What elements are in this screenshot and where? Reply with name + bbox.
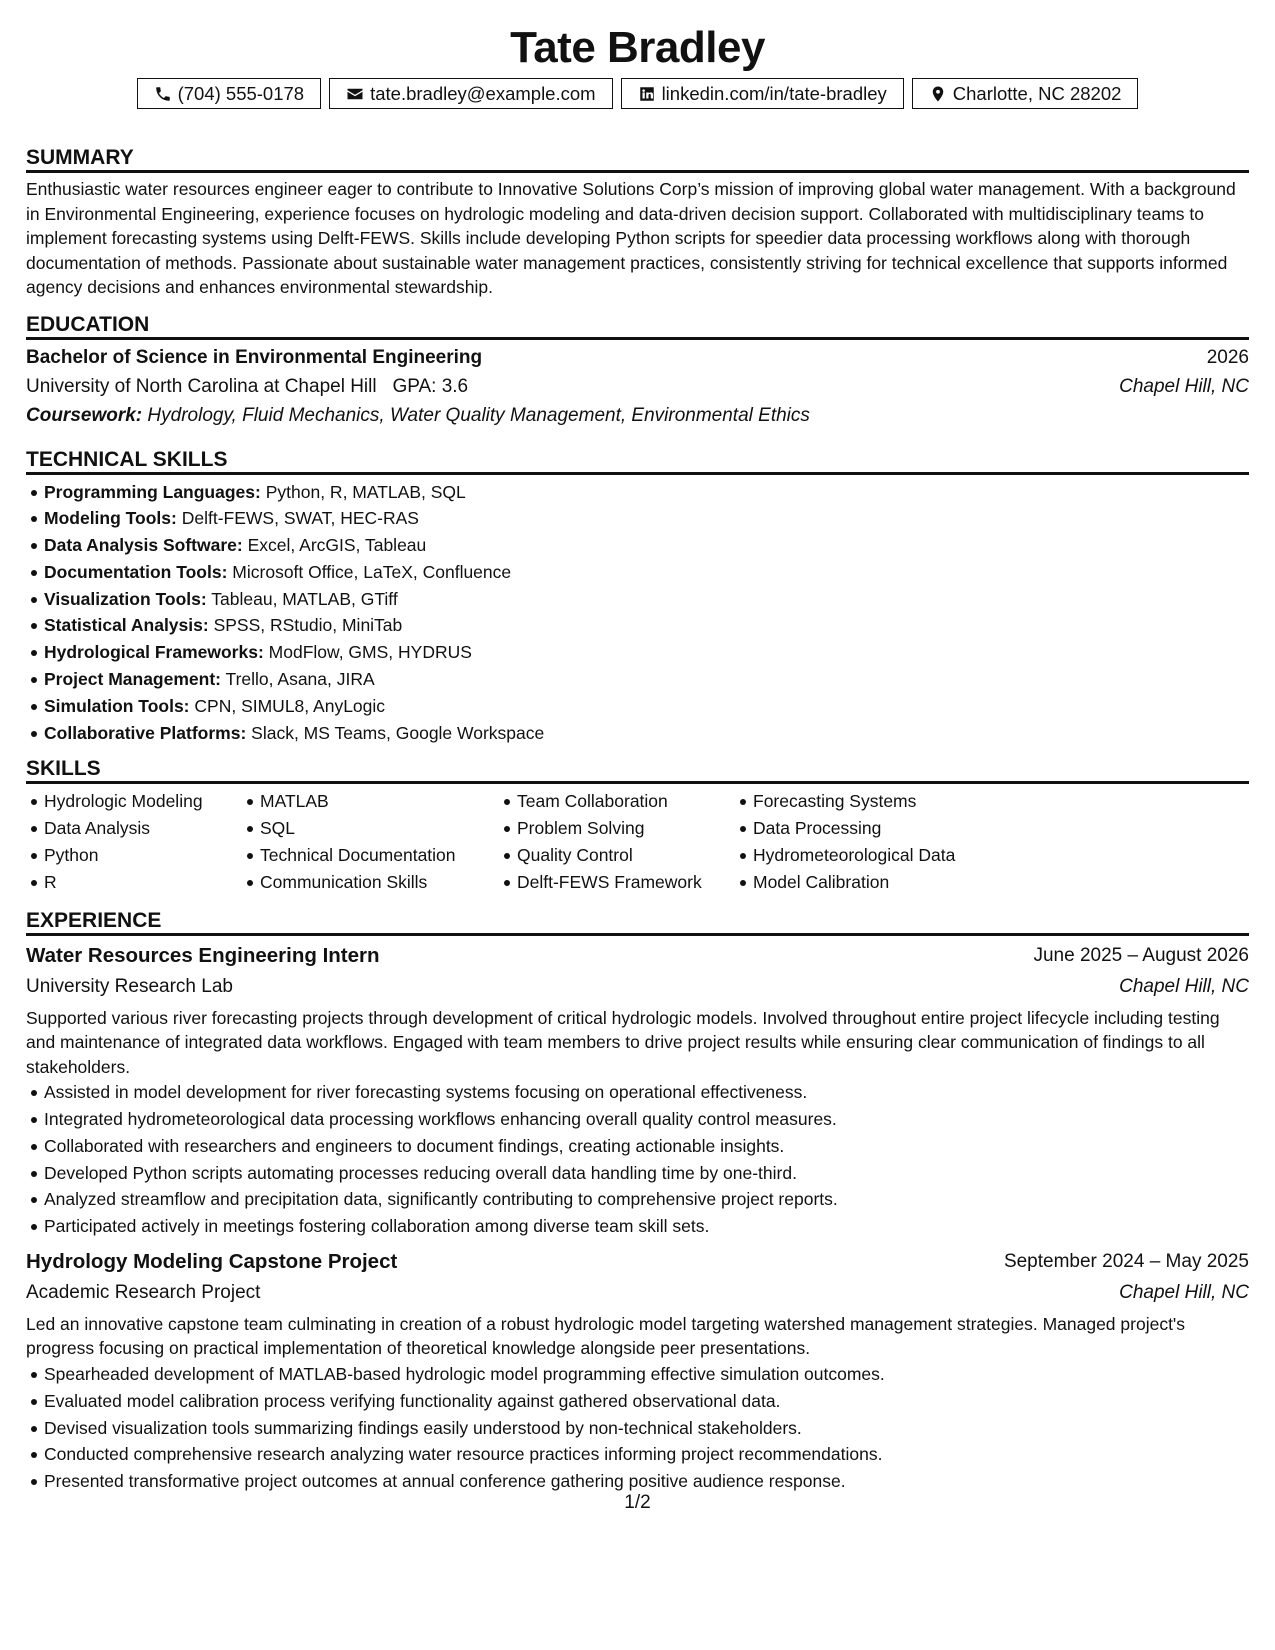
list-item: Simulation Tools: CPN, SIMUL8, AnyLogic	[26, 693, 1249, 720]
list-item: Technical Documentation	[242, 842, 499, 869]
skills-column	[735, 788, 1035, 895]
experience-section	[26, 906, 1249, 1495]
education-degree-row	[26, 344, 1249, 373]
job-entry	[26, 940, 1249, 1240]
list-item: Programming Languages: Python, R, MATLAB, SQL	[26, 479, 1249, 506]
job-organization: Academic Research Project	[26, 1281, 261, 1303]
list-item: Spearheaded development of MATLAB-based hydrologic model programming effective simulation outcomes.	[26, 1361, 1249, 1388]
contact-bar	[26, 78, 1249, 109]
summary-text: Enthusiastic water resources engineer eager to contribute to Innovative Solutions Corp’s mission of improving global water management. With a background in Environmental Engineering, experience focuses on hydrologic modeling and data-driven decision support. Collaborated with multidisciplinary teams to implement forecasting systems using Delft-FEWS. Skills include developing Python scripts for speedier data processing workflows along with thorough documentation of methods. Passionate about sustainable water management practices, consistently striving for technical excellence that supports informed agency decisions and enhances environmental stewardship.	[26, 179, 1236, 297]
job-dates: September 2024 – May 2025	[1003, 1250, 1249, 1272]
skills-column	[26, 788, 242, 895]
list-item: Communication Skills	[242, 869, 499, 896]
job-location: Chapel Hill, NC	[1119, 1281, 1249, 1303]
list-item: Conducted comprehensive research analyzing water resource practices informing project recommendations.	[26, 1441, 1249, 1468]
list-item: Model Calibration	[735, 869, 1035, 896]
email-text: tate.bradley@example.com	[370, 82, 596, 104]
list-item: Assisted in model development for river forecasting systems focusing on operational effectiveness.	[26, 1079, 1249, 1106]
section-title-experience: EXPERIENCE	[26, 906, 1249, 936]
list-item: Hydrological Frameworks: ModFlow, GMS, HYDRUS	[26, 639, 1249, 666]
technical-skills-list	[26, 479, 1249, 747]
list-item: Python	[26, 842, 242, 869]
school-name: University of North Carolina at Chapel Hill	[26, 376, 377, 397]
list-item: Devised visualization tools summarizing findings easily understood by non-technical stakeholders.	[26, 1415, 1249, 1442]
job-dates: June 2025 – August 2026	[1033, 944, 1249, 966]
education-section	[26, 310, 1249, 431]
list-item: Collaborative Platforms: Slack, MS Teams, Google Workspace	[26, 720, 1249, 747]
education-school-row	[26, 373, 1249, 402]
section-title-education: EDUCATION	[26, 310, 1249, 340]
skills-column	[499, 788, 735, 895]
list-item: Team Collaboration	[499, 788, 735, 815]
list-item: Documentation Tools: Microsoft Office, LaTeX, Confluence	[26, 559, 1249, 586]
list-item: Data Analysis	[26, 815, 242, 842]
contact-linkedin[interactable]	[621, 78, 904, 109]
degree-name: Bachelor of Science in Environmental Engineering	[26, 347, 483, 368]
list-item: Data Processing	[735, 815, 1035, 842]
location-text: Charlotte, NC 28202	[952, 82, 1122, 104]
coursework-list: Hydrology, Fluid Mechanics, Water Quality Management, Environmental Ethics	[147, 405, 810, 426]
list-item: Analyzed streamflow and precipitation data, significantly contributing to comprehensive project reports.	[26, 1186, 1249, 1213]
list-item: MATLAB	[242, 788, 499, 815]
list-item: Statistical Analysis: SPSS, RStudio, MiniTab	[26, 612, 1249, 639]
section-title-technical-skills: TECHNICAL SKILLS	[26, 445, 1249, 475]
list-item: Project Management: Trello, Asana, JIRA	[26, 666, 1249, 693]
envelope-icon	[346, 85, 364, 103]
list-item: Delft-FEWS Framework	[499, 869, 735, 896]
section-title-skills: SKILLS	[26, 754, 1249, 784]
phone-text: (704) 555-0178	[177, 82, 305, 104]
technical-skills-section	[26, 445, 1249, 747]
phone-icon	[154, 85, 172, 103]
skills-grid	[26, 788, 1249, 895]
job-bullets	[26, 1361, 1249, 1495]
job-bullets	[26, 1079, 1249, 1240]
summary-section	[26, 143, 1249, 300]
contact-email[interactable]	[329, 78, 612, 109]
list-item: SQL	[242, 815, 499, 842]
list-item: Hydrometeorological Data	[735, 842, 1035, 869]
skills-column	[242, 788, 499, 895]
list-item: Forecasting Systems	[735, 788, 1035, 815]
list-item: Integrated hydrometeorological data processing workflows enhancing overall quality control measures.	[26, 1106, 1249, 1133]
gpa: GPA: 3.6	[392, 376, 469, 397]
candidate-name: Tate Bradley	[510, 23, 765, 72]
list-item: Visualization Tools: Tableau, MATLAB, GTiff	[26, 586, 1249, 613]
job-organization: University Research Lab	[26, 975, 233, 997]
map-marker-icon	[929, 85, 947, 103]
coursework-label: Coursework:	[26, 405, 143, 426]
linkedin-text: linkedin.com/in/tate-bradley	[661, 82, 887, 104]
list-item: Evaluated model calibration process verifying functionality against gathered observational data.	[26, 1388, 1249, 1415]
list-item: Developed Python scripts automating processes reducing overall data handling time by one-third.	[26, 1160, 1249, 1187]
resume-page	[26, 0, 1249, 1495]
linkedin-icon	[638, 85, 656, 103]
skills-section	[26, 754, 1249, 895]
page-number: 1/2	[624, 1492, 651, 1513]
school-location: Chapel Hill, NC	[1119, 376, 1249, 397]
list-item: Quality Control	[499, 842, 735, 869]
coursework-row	[26, 402, 1249, 431]
section-title-summary: SUMMARY	[26, 143, 1249, 173]
contact-location[interactable]	[912, 78, 1139, 109]
list-item: Participated actively in meetings fostering collaboration among diverse team skill sets.	[26, 1213, 1249, 1240]
job-description: Supported various river forecasting projects through development of critical hydrologic models. Involved throughout entire project lifecycle including testing and maintenance of integrated data workflows. Engaged with team members to drive project results while ensuring clear communication of findings to all stakeholders.	[26, 1007, 1220, 1077]
list-item: Problem Solving	[499, 815, 735, 842]
graduation-year: 2026	[1206, 347, 1249, 368]
list-item: Collaborated with researchers and engineers to document findings, creating actionable insights.	[26, 1133, 1249, 1160]
list-item: Hydrologic Modeling	[26, 788, 242, 815]
list-item: Data Analysis Software: Excel, ArcGIS, Tableau	[26, 532, 1249, 559]
list-item: Presented transformative project outcomes at annual conference gathering positive audience response.	[26, 1468, 1249, 1495]
list-item: R	[26, 869, 242, 896]
job-description: Led an innovative capstone team culminating in creation of a robust hydrologic model targeting watershed management strategies. Managed project's progress focusing on practical implementation of theoretical knowledge alongside peer presentations.	[26, 1313, 1186, 1359]
job-title: Water Resources Engineering Intern	[26, 943, 380, 967]
contact-phone[interactable]	[137, 78, 322, 109]
job-entry	[26, 1246, 1249, 1495]
list-item: Modeling Tools: Delft-FEWS, SWAT, HEC-RAS	[26, 505, 1249, 532]
job-location: Chapel Hill, NC	[1119, 975, 1249, 997]
job-title: Hydrology Modeling Capstone Project	[26, 1249, 398, 1273]
